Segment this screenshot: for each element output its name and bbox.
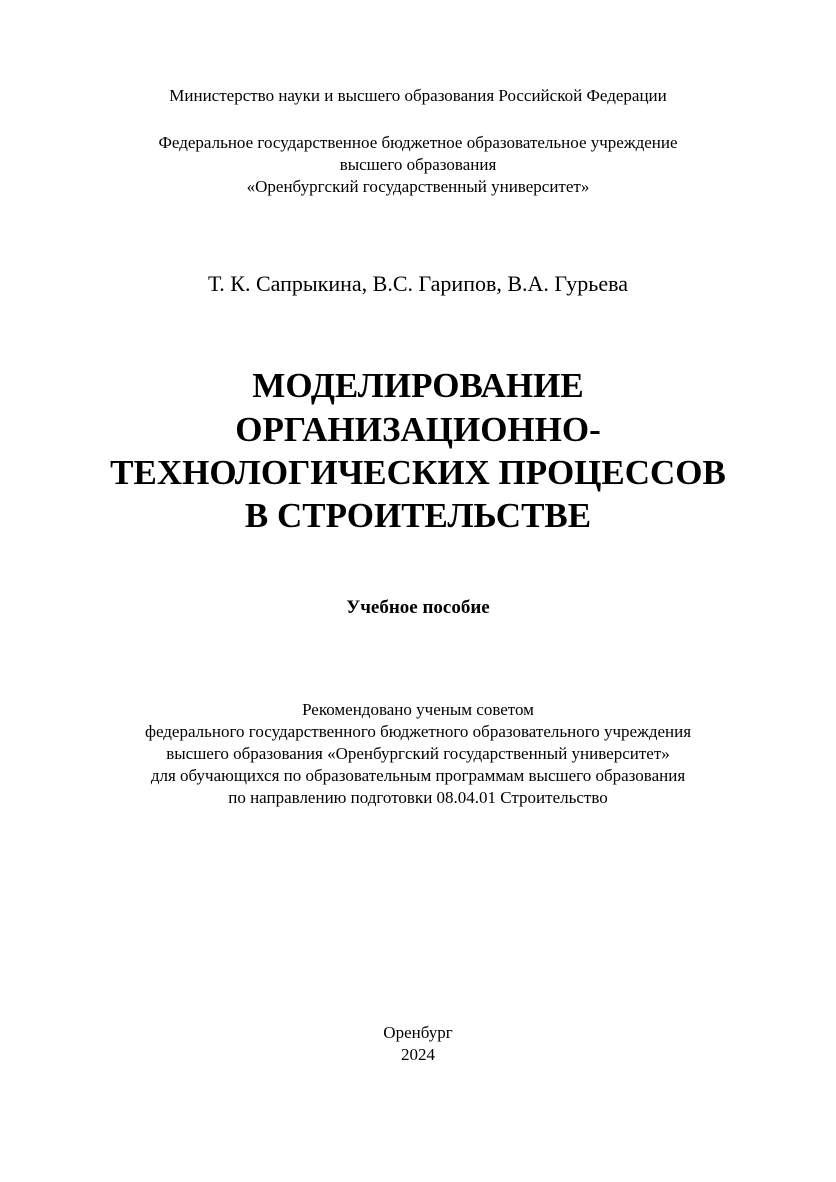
institution-line: Федеральное государственное бюджетное образовательное учреждение [158, 133, 678, 152]
institution-name: «Оренбургский государственный университет» [246, 177, 590, 196]
publication-year: 2024 [401, 1045, 435, 1064]
recommendation-line: федерального государственного бюджетного образовательного учреждения [144, 722, 692, 741]
document-title-line: В СТРОИТЕЛЬСТВЕ [244, 496, 592, 535]
recommendation-line: по направлению подготовки 08.04.01 Строительство [228, 788, 608, 807]
document-title-line: ТЕХНОЛОГИЧЕСКИХ ПРОЦЕССОВ [110, 453, 726, 492]
authors: Т. К. Сапрыкина, В.С. Гарипов, В.А. Гурьева [208, 271, 628, 296]
document-title-line: МОДЕЛИРОВАНИЕ [252, 366, 584, 405]
document-type: Учебное пособие [346, 597, 490, 618]
recommendation-line: Рекомендовано ученым советом [302, 700, 534, 719]
institution-line: высшего образования [339, 155, 497, 174]
ministry-name: Министерство науки и высшего образования Российской Федерации [169, 86, 667, 105]
recommendation-line: для обучающихся по образовательным программам высшего образования [150, 766, 686, 785]
recommendation-line: высшего образования «Оренбургский государственный университет» [166, 744, 670, 763]
publication-city: Оренбург [383, 1023, 453, 1042]
document-title-line: ОРГАНИЗАЦИОННО- [235, 410, 601, 449]
